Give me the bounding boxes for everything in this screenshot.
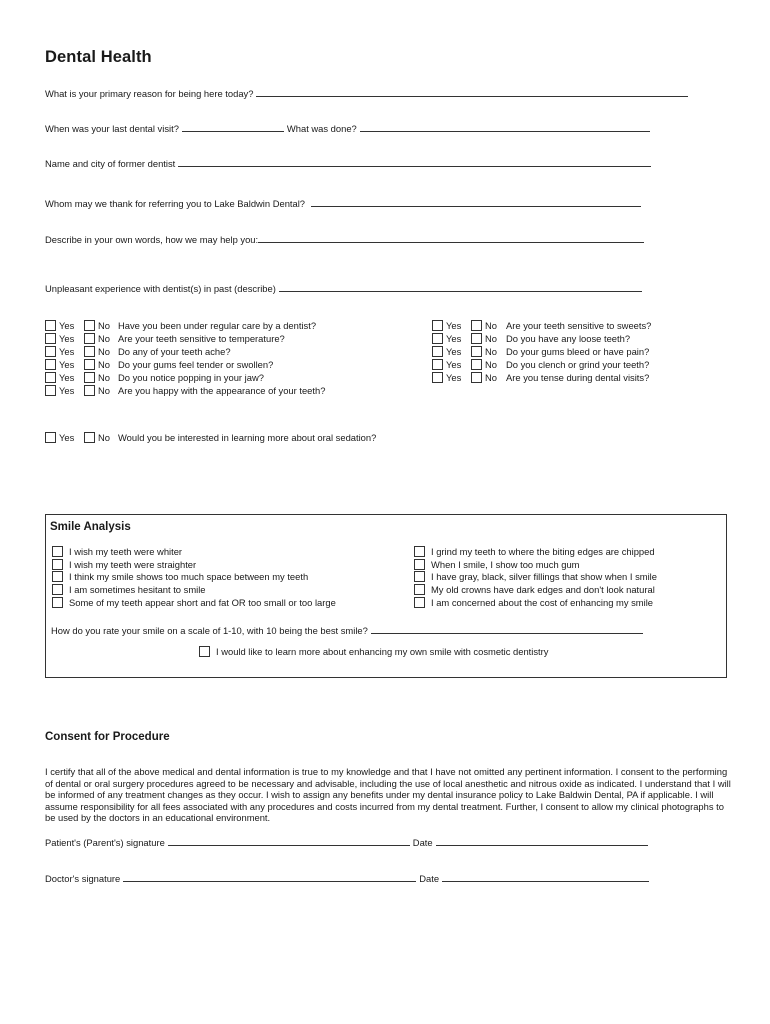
smile-checkbox[interactable] bbox=[414, 571, 425, 582]
no-label: No bbox=[485, 359, 497, 370]
smile-checkbox[interactable] bbox=[414, 584, 425, 595]
no-label: No bbox=[98, 346, 110, 357]
no-label: No bbox=[98, 320, 110, 331]
smile-item-text: My old crowns have dark edges and don't look natural bbox=[431, 584, 655, 596]
what-done-label: What was done? bbox=[286, 123, 357, 134]
no-label: No bbox=[485, 372, 497, 383]
no-checkbox[interactable] bbox=[471, 346, 482, 357]
yes-label: Yes bbox=[59, 320, 75, 331]
yes-checkbox[interactable] bbox=[432, 359, 443, 370]
smile-checkbox[interactable] bbox=[414, 597, 425, 608]
smile-rating-field bbox=[51, 625, 643, 636]
question-text: Do your gums feel tender or swollen? bbox=[118, 359, 274, 370]
unpleasant-field bbox=[45, 283, 642, 294]
question-row bbox=[45, 358, 325, 371]
sedation-question bbox=[45, 431, 376, 444]
no-checkbox[interactable] bbox=[84, 359, 95, 370]
no-checkbox[interactable] bbox=[471, 372, 482, 383]
smile-checkbox[interactable] bbox=[52, 571, 63, 582]
last-visit-field bbox=[45, 123, 650, 134]
list-item bbox=[52, 558, 336, 571]
referral-input[interactable] bbox=[311, 198, 641, 207]
cosmetic-checkbox[interactable] bbox=[199, 646, 210, 657]
yes-label: Yes bbox=[59, 372, 75, 383]
list-item bbox=[52, 571, 336, 584]
no-label: No bbox=[485, 320, 497, 331]
primary-reason-field bbox=[45, 88, 688, 99]
cosmetic-learn-more bbox=[199, 645, 548, 658]
smile-item-text: I grind my teeth to where the biting edges are chipped bbox=[431, 545, 655, 557]
sedation-question-text: Would you be interested in learning more about oral sedation? bbox=[118, 432, 377, 443]
no-label: No bbox=[98, 372, 110, 383]
questions-right bbox=[432, 319, 651, 384]
referral-field bbox=[45, 198, 641, 209]
question-text: Are you tense during dental visits? bbox=[506, 372, 650, 383]
yes-label: Yes bbox=[59, 432, 75, 443]
smile-checkbox[interactable] bbox=[52, 584, 63, 595]
no-label: No bbox=[98, 359, 110, 370]
list-item bbox=[414, 583, 657, 596]
primary-reason-label: What is your primary reason for being here today? bbox=[45, 88, 254, 99]
smile-item-text: I wish my teeth were whiter bbox=[69, 545, 183, 557]
question-text: Do you notice popping in your jaw? bbox=[118, 372, 264, 383]
yes-checkbox[interactable] bbox=[45, 346, 56, 357]
patient-signature-input[interactable] bbox=[168, 837, 410, 846]
questions-left bbox=[45, 319, 325, 397]
no-label: No bbox=[98, 432, 110, 443]
yes-label: Yes bbox=[59, 359, 75, 370]
last-visit-label: When was your last dental visit? bbox=[45, 123, 179, 134]
yes-label: Yes bbox=[59, 385, 75, 396]
doctor-signature-input[interactable] bbox=[123, 873, 416, 882]
yes-checkbox[interactable] bbox=[45, 385, 56, 396]
doctor-signature-field bbox=[45, 873, 649, 884]
smile-rating-label: How do you rate your smile on a scale of 1-10, with 10 being the best smile? bbox=[51, 625, 368, 636]
smile-item-text: I am sometimes hesitant to smile bbox=[69, 584, 206, 596]
yes-checkbox[interactable] bbox=[45, 320, 56, 331]
yes-checkbox[interactable] bbox=[45, 333, 56, 344]
unpleasant-input[interactable] bbox=[279, 283, 642, 292]
primary-reason-input[interactable] bbox=[256, 88, 688, 97]
former-dentist-field bbox=[45, 158, 651, 169]
yes-label: Yes bbox=[59, 333, 75, 344]
yes-label: Yes bbox=[446, 320, 462, 331]
question-text: Do any of your teeth ache? bbox=[118, 346, 231, 357]
no-checkbox[interactable] bbox=[84, 385, 95, 396]
last-visit-input[interactable] bbox=[182, 123, 284, 132]
no-checkbox[interactable] bbox=[84, 333, 95, 344]
list-item bbox=[414, 596, 657, 609]
no-checkbox[interactable] bbox=[84, 432, 95, 443]
question-row bbox=[432, 345, 651, 358]
yes-label: Yes bbox=[446, 372, 462, 383]
doctor-signature-label: Doctor's signature bbox=[45, 873, 121, 884]
question-row bbox=[45, 384, 325, 397]
no-checkbox[interactable] bbox=[471, 320, 482, 331]
smile-item-text: I have gray, black, silver fillings that show when I smile bbox=[431, 571, 657, 583]
question-text: Do your gums bleed or have pain? bbox=[506, 346, 650, 357]
question-text: Are your teeth sensitive to temperature? bbox=[118, 333, 285, 344]
former-dentist-input[interactable] bbox=[178, 158, 651, 167]
smile-checkbox[interactable] bbox=[414, 546, 425, 557]
smile-rating-input[interactable] bbox=[371, 625, 643, 634]
yes-label: Yes bbox=[446, 333, 462, 344]
question-text: Are you happy with the appearance of your teeth? bbox=[118, 385, 326, 396]
smile-right-list bbox=[414, 545, 657, 609]
list-item bbox=[414, 558, 657, 571]
smile-checkbox[interactable] bbox=[52, 546, 63, 557]
yes-label: Yes bbox=[446, 359, 462, 370]
patient-signature-label: Patient's (Parent's) signature bbox=[45, 837, 165, 848]
question-text: Do you have any loose teeth? bbox=[506, 333, 631, 344]
smile-checkbox[interactable] bbox=[52, 559, 63, 570]
smile-left-list bbox=[52, 545, 336, 609]
smile-analysis-title: Smile Analysis bbox=[50, 521, 131, 533]
no-checkbox[interactable] bbox=[84, 372, 95, 383]
smile-checkbox[interactable] bbox=[414, 559, 425, 570]
no-label: No bbox=[485, 346, 497, 357]
smile-item-text: When I smile, I show too much gum bbox=[431, 558, 580, 570]
yes-label: Yes bbox=[59, 346, 75, 357]
page-title: Dental Health bbox=[45, 48, 152, 66]
patient-date-input[interactable] bbox=[436, 837, 648, 846]
smile-item-text: I am concerned about the cost of enhancing my smile bbox=[431, 597, 653, 609]
question-text: Have you been under regular care by a dentist? bbox=[118, 320, 317, 331]
date-label: Date bbox=[412, 837, 433, 848]
yes-checkbox[interactable] bbox=[432, 320, 443, 331]
question-row bbox=[45, 332, 325, 345]
yes-label: Yes bbox=[446, 346, 462, 357]
question-text: Do you clench or grind your teeth? bbox=[506, 359, 650, 370]
no-label: No bbox=[98, 333, 110, 344]
patient-signature-field bbox=[45, 837, 648, 848]
unpleasant-label: Unpleasant experience with dentist(s) in past (describe) bbox=[45, 283, 276, 294]
what-done-input[interactable] bbox=[360, 123, 650, 132]
describe-help-field bbox=[45, 234, 644, 245]
no-checkbox[interactable] bbox=[84, 320, 95, 331]
list-item bbox=[414, 571, 657, 584]
question-row bbox=[45, 319, 325, 332]
former-dentist-label: Name and city of former dentist bbox=[45, 158, 176, 169]
question-row bbox=[45, 345, 325, 358]
list-item bbox=[52, 583, 336, 596]
no-label: No bbox=[98, 385, 110, 396]
consent-title: Consent for Procedure bbox=[45, 731, 170, 743]
smile-checkbox[interactable] bbox=[52, 597, 63, 608]
no-checkbox[interactable] bbox=[471, 359, 482, 370]
smile-item-text: I wish my teeth were straighter bbox=[69, 558, 197, 570]
yes-checkbox[interactable] bbox=[45, 372, 56, 383]
question-row bbox=[45, 371, 325, 384]
question-text: Are your teeth sensitive to sweets? bbox=[506, 320, 652, 331]
smile-analysis-box bbox=[45, 514, 727, 678]
question-row bbox=[432, 332, 651, 345]
yes-checkbox[interactable] bbox=[432, 372, 443, 383]
doctor-date-input[interactable] bbox=[442, 873, 649, 882]
question-row bbox=[432, 319, 651, 332]
yes-checkbox[interactable] bbox=[45, 359, 56, 370]
yes-checkbox[interactable] bbox=[432, 346, 443, 357]
list-item bbox=[414, 545, 657, 558]
date-label: Date bbox=[419, 873, 440, 884]
describe-help-input[interactable] bbox=[258, 234, 644, 243]
cosmetic-learn-more-text: I would like to learn more about enhancing my own smile with cosmetic dentistry bbox=[216, 645, 549, 657]
list-item bbox=[52, 596, 336, 609]
question-row bbox=[432, 358, 651, 371]
no-checkbox[interactable] bbox=[84, 346, 95, 357]
yes-checkbox[interactable] bbox=[432, 333, 443, 344]
consent-text: I certify that all of the above medical and dental information is true to my knowledge and that I have not omitted any pertinent information. I consent to the performing of dental or oral surgery procedures agreed to be necessary and advisable, including the use of local anesthetic and nitrous oxide as indicated. I understand that I will be informed of any treatment changes as they occur. I wish to assign any benefits under my dental insurance policy to Lake Baldwin Dental, PA if applicable. I will assume responsibility for all fees associated with any procedures and costs incurred from my dental treatment. Further, I consent to allow my clinical photographs to be used by the doctors in an educational environment. bbox=[45, 766, 731, 824]
no-checkbox[interactable] bbox=[471, 333, 482, 344]
no-label: No bbox=[485, 333, 497, 344]
list-item bbox=[52, 545, 336, 558]
describe-help-label: Describe in your own words, how we may help you: bbox=[45, 234, 259, 245]
question-row bbox=[432, 371, 651, 384]
yes-checkbox[interactable] bbox=[45, 432, 56, 443]
smile-item-text: I think my smile shows too much space between my teeth bbox=[69, 571, 309, 583]
smile-item-text: Some of my teeth appear short and fat OR too small or too large bbox=[69, 597, 336, 609]
referral-label: Whom may we thank for referring you to Lake Baldwin Dental? bbox=[45, 198, 306, 209]
